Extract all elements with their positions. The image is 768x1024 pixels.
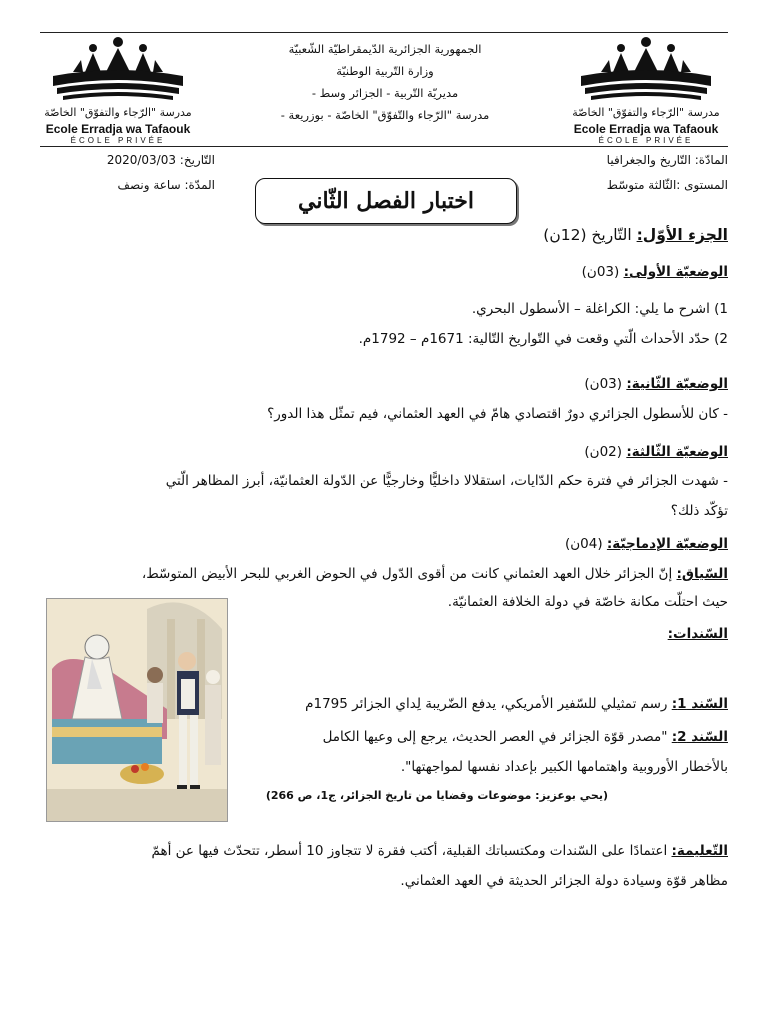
document-2-text-1: "مصدر قوّة الجزائر في العصر الحديث، يرجع إلى وعيها الكامل	[322, 729, 668, 745]
task-text-1: اعتمادًا على السّندات ومكتسباتك القبلية، أكتب فقرة لا تتجاوز 10 أسطر، تتحدّث فيها عن أهمّ	[151, 843, 668, 859]
documents-label: السّندات:	[667, 626, 728, 642]
task-label: التّعليمة:	[671, 843, 728, 859]
s4-points: (04ن)	[564, 536, 603, 552]
s2-question: - كان للأسطول الجزائري دورٌ اقتصادي هامّ في العهد العثماني، فيم تمثّل هذا الدور؟	[267, 406, 728, 422]
s3-question-line-2: تؤكّد ذلك؟	[670, 503, 728, 519]
s1-question-2: 2) حدّد الأحداث الّتي وقعت في التّواريخ التّالية: 1671م – 1792م.	[358, 331, 728, 347]
s1-question-1: 1) اشرح ما يلي: الكراغلة – الأسطول البحري.	[471, 301, 728, 317]
document-2-line-2: بالأخطار الأوروبية واهتمامها الكبير بإعداد نفسها لمواجهتها".	[400, 759, 728, 775]
document-2-label: السّند 2:	[671, 729, 728, 745]
subject-label: المادّة: التّاريخ والجغرافيا	[606, 153, 728, 167]
school-logo-left	[38, 34, 198, 159]
part1-heading-line	[36, 226, 728, 244]
header-center	[240, 38, 530, 126]
task-line-2: مظاهر قوّة وسيادة دولة الجزائر الحديثة في العهد العثماني.	[400, 873, 728, 889]
context-text-1: إنّ الجزائر خلال العهد العثماني كانت من أقوى الدّول في الحوض الغربي للبحر الأبيض المتوسّط،	[141, 566, 673, 582]
s1-heading-line	[36, 264, 728, 280]
header-top-rule	[40, 32, 728, 33]
s3-points: (02ن)	[584, 444, 623, 460]
exam-title: اختبار الفصل الثّاني	[255, 178, 517, 224]
s3-heading-line	[36, 444, 728, 460]
book-figures-logo-icon	[571, 34, 721, 104]
s1-points: (03ن)	[581, 264, 620, 280]
document-2-line-1	[228, 729, 728, 745]
task-line-1	[36, 843, 728, 859]
s4-heading: الوضعيّة الإدماجيّة:	[606, 536, 728, 552]
s3-question-line-1: - شهدت الجزائر في فترة حكم الدّايات، استقلالا داخليًّا وخارجيًّا عن الدّولة العثمانيّة، أبرز المظاهر الّتي	[165, 473, 728, 489]
s3-heading: الوضعيّة الثّالثة:	[626, 444, 728, 460]
directorate-name: مديريّة التّربية - الجزائر وسط -	[311, 86, 459, 100]
republic-name: الجمهورية الجزائرية الدّيمقراطيّة الشّعبيّة	[288, 42, 482, 56]
logo-arabic-name: مدرسة "الرّجاء والتفوّق" الخاصّة	[44, 106, 192, 119]
date-label: التّاريخ: 2020/03/03	[106, 153, 215, 167]
s2-heading: الوضعيّة الثّانية:	[626, 376, 728, 392]
book-figures-logo-icon	[43, 34, 193, 104]
historical-illustration	[46, 598, 228, 822]
dey-and-ambassador-illustration	[47, 599, 227, 821]
document-1-label: السّند 1:	[671, 696, 728, 712]
school-name-line: مدرسة "الرّجاء والتّفوّق" الخاصّة - بوزريعة -	[280, 108, 490, 122]
s4-context-line-2: حيث احتلّت مكانة خاصّة في دولة الخلافة العثمانيّة.	[447, 594, 728, 610]
s2-heading-line	[36, 376, 728, 392]
context-label: السّياق:	[676, 566, 728, 582]
ministry-name: وزارة التّربية الوطنيّة	[336, 64, 434, 78]
s1-heading: الوضعيّة الأولى:	[623, 264, 728, 280]
document-2-citation: (يحي بوعزيز: موضوعات وقضايا من تاريخ الجزائر، ج1، ص 266)	[265, 789, 608, 802]
document-1-text: رسم تمثيلي للسّفير الأمريكي، يدفع الضّريبة لِداي الجزائر 1795م	[305, 696, 668, 712]
logo-french-name: Ecole Erradja wa Tafaouk	[45, 122, 191, 136]
logo-arabic-name: مدرسة "الرّجاء والتفوّق" الخاصّة	[572, 106, 720, 119]
s4-heading-line	[36, 536, 728, 552]
school-logo-right	[566, 34, 726, 159]
part1-heading: الجزء الأوّل:	[636, 226, 728, 244]
duration-label: المدّة: ساعة ونصف	[117, 178, 215, 192]
logo-private-label: ÉCOLE PRIVÉE	[598, 136, 694, 145]
part1-heading-rest: التّاريخ (12ن)	[543, 226, 632, 244]
s4-context-line-1	[36, 566, 728, 582]
s2-points: (03ن)	[584, 376, 623, 392]
header-bottom-rule	[40, 146, 728, 147]
document-1-line	[248, 696, 728, 712]
logo-private-label: ÉCOLE PRIVÉE	[70, 136, 166, 145]
level-label: المستوى :الثّالثة متوسّط	[606, 178, 728, 192]
logo-french-name: Ecole Erradja wa Tafaouk	[573, 122, 719, 136]
